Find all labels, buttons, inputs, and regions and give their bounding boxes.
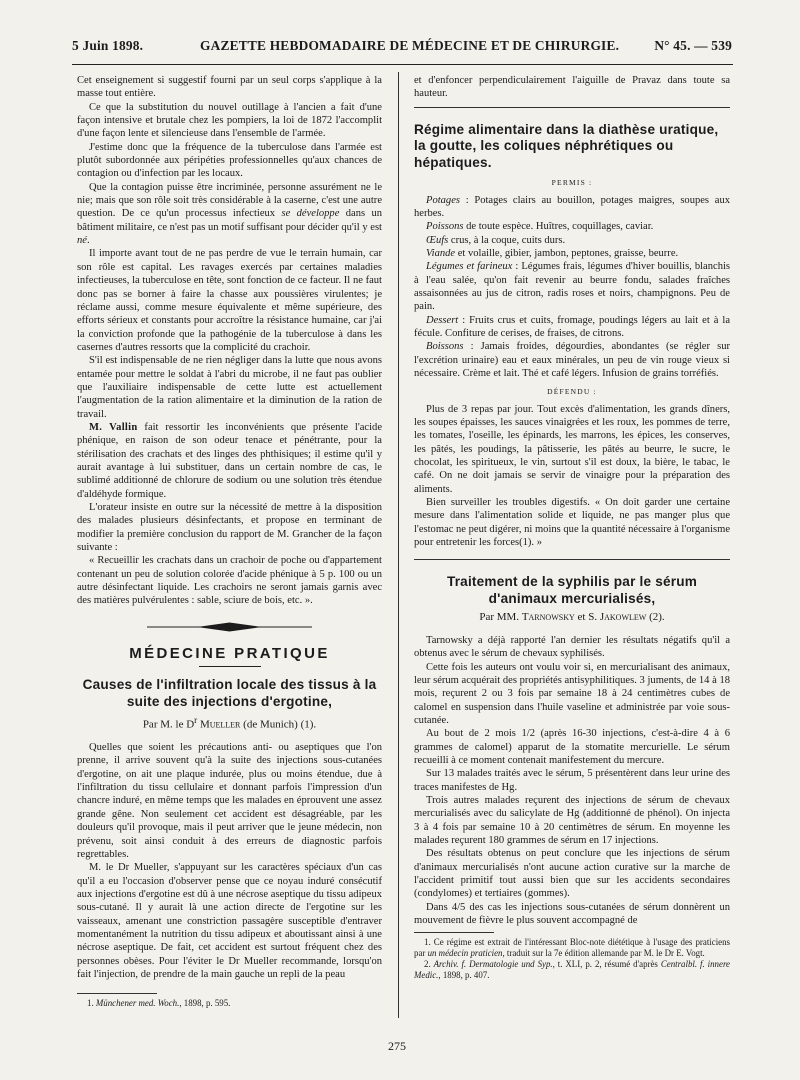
article-title: Traitement de la syphilis par le sérum d'animaux mercurialisés, bbox=[446, 574, 698, 606]
article-byline: Par MM. Tarnowsky et S. Jakowlew (2). bbox=[479, 611, 665, 624]
article-title: Causes de l'infiltration locale des tissus à la suite des injections d'ergotine, bbox=[82, 677, 377, 709]
footnote: 2. Archiv. f. Dermatologie und Syp., t. XLI, p. 2, résumé d'après Centralbl. f. innere Medic., 1898, p. 407. bbox=[414, 959, 731, 981]
paragraph: J'estime donc que la fréquence de la tuberculose dans l'armée est plutôt subordonnée aux péripéties professionnelles qu'aux chances de contagion ou d'infection par les locaux. bbox=[77, 141, 382, 180]
paragraph: L'orateur insiste en outre sur la nécessité de mettre à la disposition des malades plusieurs désinfectants, et propose en terminant de modifier la première conclusion du rapport de M. Grancher de la façon suivante : bbox=[77, 502, 382, 554]
footnote: 1. Münchener med. Woch., 1898, p. 595. bbox=[87, 998, 231, 1009]
paragraph: Cette fois les auteurs ont voulu voir si, en mercurialisant des animaux, leur sérum acquérait des propriétés antisyphilitiques. 3 juments, de 14 à 18 mois, reçurent 2 ou 3 fois par semaine 18 à 24 centimètres cubes de calomel en suspension dans l'huile vaseline et administrée par voie sous-cutanée. bbox=[414, 661, 730, 726]
paragraph: Bien surveiller les troubles digestifs. « On doit garder une certaine mesure dans l'alimentation solide et liquide, ne pas manger plus que l'estomac ne peut digérer, ni moins que la quantité nécessaire à l'organisme pour entretenir les forces(1). » bbox=[414, 497, 730, 549]
paragraph: Il importe avant tout de ne pas perdre de vue le terrain humain, car son rôle est capital. Les ravages exercés par certaines maladies infectieuses, la tuberculose en tête, sont fonction de ce facteur. Il ne faut donc pas se borner à faire la chasse aux poussières virulentes; je réclame aussi, comme mesure équivalente et même supérieure, des efforts sérieux et constants pour accroître la résistance humaine, car j'ai la conviction profonde que la pathogénie de la tuberculose à dans les casernes d'autres ressorts que la complicité du crachoir. bbox=[77, 248, 382, 353]
paragraph: S'il est indispensable de ne rien négliger dans la lutte que nous avons entamée pour mettre le soldat à l'abri du microbe, il ne faut pas oublier que l'auxiliaire indispensable de cette lutte est actuellement l'augmentation de la ration alimentaire et la diminution de la ration de travail. bbox=[77, 355, 382, 420]
paragraph: Dans 4/5 des cas les injections sous-cutanées de sérum donnèrent un mouvement de fièvre le plus souvent accompagné de bbox=[414, 901, 730, 927]
ornament-divider-graphic bbox=[77, 620, 382, 634]
paragraph: M. le Dr Mueller, s'appuyant sur les caractères spéciaux d'un cas qu'il a eu l'occasion d'observer pense que ce noyau induré consécutif aux injections d'ergotine est dû à une nécrose aseptique du tissu adipeux sous-cutané. Il y aurait là une action directe de l'ergotine sur les vaisseaux, amenant une constriction passagère susceptible d'entraver momentanément la nutrition du tissu adipeux et aboutissant ainsi à une nécrose aseptique. De fait, cet accident est surtout fréquent chez des personnes obèses. Pour l'éviter le Dr Mueller recommande, lorsqu'on fait l'injection, de prendre de la main gauche un repli de la peau bbox=[77, 862, 382, 980]
diet-item: Œufs crus, à la coque, cuits durs. bbox=[426, 234, 566, 246]
paragraph: et d'enfoncer perpendiculairement l'aiguille de Pravaz dans toute sa hauteur. bbox=[414, 75, 730, 100]
speaker-name: M. Vallin bbox=[89, 421, 138, 433]
paragraph: Trois autres malades reçurent des injections de sérum de chevaux mercurialisés avec du salicylate de Hg (additionné de phénol). On injecta 3 à 4 fois par semaine 10 à 20 centimètres de sérum. En moyenne les malades reçurent 180 grammes de sérum en 17 injections. bbox=[414, 794, 730, 846]
header-rule bbox=[72, 64, 733, 65]
section-rule bbox=[199, 666, 261, 667]
left-column bbox=[77, 74, 382, 1009]
diet-item: Légumes et farineux : Légumes frais, légumes d'hiver bouillis, blanchis à l'eau salée, qu'on fait revenir au beurre fondu, salades fraîches assaisonnées au jus de citron, radis roses et noirs, champignons. Peu de pain. bbox=[414, 261, 730, 313]
footnote: 1. Ce régime est extrait de l'intéressant Bloc-note diététique à l'usage des praticiens par un médecin praticien, traduit sur la 7e édition allemande par M. le Dr E. Vogt. bbox=[414, 937, 730, 959]
column-divider bbox=[398, 72, 399, 1018]
page-number: 275 bbox=[388, 1039, 406, 1053]
section-title: MÉDECINE PRATIQUE bbox=[129, 644, 330, 662]
defendu-label: DÉFENDU : bbox=[547, 387, 597, 397]
paragraph: Tarnowsky a déjà rapporté l'an dernier les résultats négatifs qu'il a obtenus avec le sérum de chevaux syphilisés. bbox=[414, 634, 730, 660]
diet-item: Poissons de toute espèce. Huîtres, coquillages, caviar. bbox=[426, 221, 654, 233]
paragraph: Plus de 3 repas par jour. Tout excès d'alimentation, les grands dîners, les soupes épaisses, les sauces vinaigrées et les roux, les pommes de terre, les tomates, l'oseille, les épinards, les marrons, les épices, les conserves, les pâtés, les poudings, la pâtisserie, les pâtés au beurre, le sucre, le chocolat, les spiritueux, le vin, surtout s'il est doux, la bière, le tabac, le café. On ne doit jamais se servir de vinaigre pour la préparation des aliments. bbox=[414, 403, 730, 495]
journal-title: GAZETTE HEBDOMADAIRE DE MÉDECINE ET DE CHIRURGIE. bbox=[200, 38, 620, 53]
footnote-rule bbox=[414, 932, 494, 933]
running-header bbox=[72, 38, 732, 60]
paragraph: Sur 13 malades traités avec le sérum, 5 présentèrent dans leur urine des traces manifestes de Hg. bbox=[414, 768, 730, 793]
paragraph: Des résultats obtenus on peut conclure que les injections de sérum d'animaux mercurialisés n'ont aucune action curative sur la marche de l'accident primitif tout aussi bien que sur les accidents secondaires (condylomes) et tertiaires (gommes). bbox=[414, 848, 730, 900]
ornament-divider bbox=[77, 620, 382, 634]
diet-item: Boissons : Jamais froides, dégourdies, abondantes (se régler sur l'excrétion urinaire) eau et eaux minérales, un peu de vin rouge vieux si nécessaire. Crème et lait. Thé et café légers. Infusion de grains torréfiés. bbox=[414, 341, 730, 379]
diet-item: Dessert : Fruits crus et cuits, fromage, poudings légers au lait et à la fécule. Confiture de cerises, de fraises, de citrons. bbox=[414, 314, 730, 339]
footnote-rule bbox=[77, 993, 157, 994]
diet-item: Viande et volaille, gibier, jambon, peptones, graisse, beurre. bbox=[426, 247, 679, 259]
paragraph: Cet enseignement si suggestif fourni par un seul corps s'applique à la masse tout entière. bbox=[77, 75, 382, 100]
diet-item: Potages : Potages clairs au bouillon, potages maigres, soupes aux herbes. bbox=[414, 194, 730, 219]
quoted-conclusion: « Recueillir les crachats dans un crachoir de poche ou d'appartement contenant un peu de solution colorée d'acide phénique à 5 p. 100 ou un autre désinfectant liquide. Les crachoirs ne seront jamais garnis avec des matières pulvérulentes : sable, sciure de bois, etc. ». bbox=[77, 555, 382, 607]
paragraph: Quelles que soient les précautions anti- ou aseptiques que l'on prenne, il arrive souvent qu'à la suite des injections sous-cutanées d'ergotine, on ait une plaque indurée, plus ou moins étendue, due à l'infiltration du tissu cellulaire et donnant parfois l'impression d'un chancre induré, en même temps que les malades en éprouvent une assez grande gêne. Non seulement cet accident est désagréable, par les douleurs qu'il provoque, mais il peut arriver que le jeune médecin, non prévenu, soit ainsi conduit à des erreurs de diagnostic parfois regrettables. bbox=[77, 742, 382, 860]
permis-label: PERMIS : bbox=[551, 178, 593, 188]
right-column bbox=[414, 74, 730, 981]
paragraph: Ce que la substitution du nouvel outillage à l'ancien a fait d'une façon intensive et brutale chez les pompiers, la loi de 1872 l'accomplit d'une façon lente et silencieuse dans l'ensemble de l'armée. bbox=[77, 101, 382, 140]
issue-date: 5 Juin 1898. bbox=[72, 38, 144, 53]
paragraph: M. Vallin fait ressortir les inconvénients que présente l'acide phénique, en raison de son odeur tenace et pénétrante, pour la stérilisation des crachats et des linges des phthisiques; il estime qu'il y aurait avantage à lui substituer, dans un certain nombre de cas, le sublimé additionné de chlorure de sodium ou une solution très étendue d'aldéhyde formique. bbox=[77, 421, 382, 500]
paragraph: Que la contagion puisse être incriminée, personne assurément ne le nie; mais que son rôle soit très considérable à la caserne, c'est une autre question. De ce qu'un processus infectieux se développe dans un bâtiment militaire, ce n'est pas un motif suffisant pour décider qu'il y est né. bbox=[77, 181, 383, 247]
paragraph: Au bout de 2 mois 1/2 (après 16-30 injections, c'est-à-dire 4 à 6 grammes de calomel) apparut de la stomatite mercurielle. Le sérum recueilli à ce moment contenait manifestement du mercure. bbox=[414, 728, 730, 766]
article-byline: Par M. le $D^r$ Mueller (de Munich) (1). bbox=[142, 715, 317, 731]
issue-page-number: N° 45. — 539 bbox=[654, 38, 732, 53]
article-title: Régime alimentaire dans la diathèse uratique, la goutte, les coliques néphrétiques ou hépatiques. bbox=[414, 121, 719, 170]
